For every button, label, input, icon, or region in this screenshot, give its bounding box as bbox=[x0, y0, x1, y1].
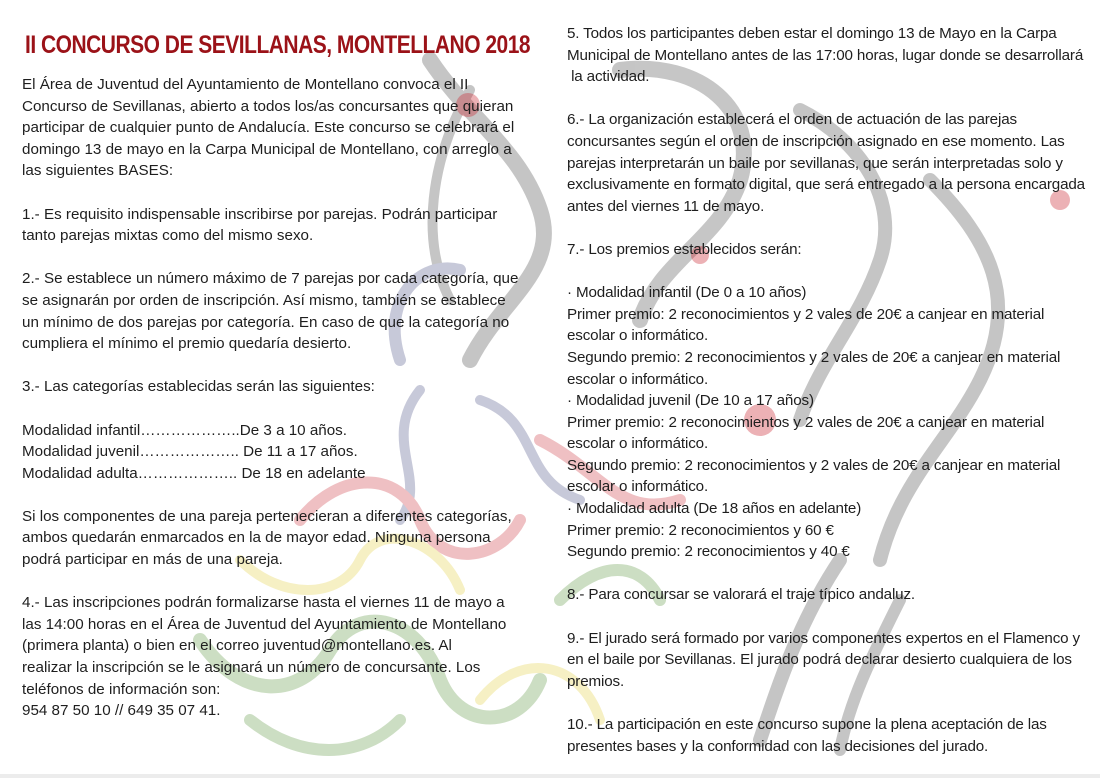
prize-line: escolar o informático. bbox=[567, 478, 709, 496]
prize-line: Primer premio: 2 reconocimientos y 2 vales de 20€ a canjear en material bbox=[567, 305, 1045, 323]
rule-1 bbox=[22, 204, 542, 247]
text-line: se asignarán por orden de inscripción. Así mismo, también se establece bbox=[22, 291, 506, 309]
text-line: en el baile por Sevillanas. El jurado podrá declarar desierto cualquiera de los bbox=[567, 651, 1072, 669]
text-line: las siguientes BASES: bbox=[22, 162, 174, 180]
text-line: tanto parejas mixtas como del mismo sexo. bbox=[22, 227, 314, 245]
text-line: 1.- Es requisito indispensable inscribirse por parejas. Podrán participar bbox=[22, 205, 498, 223]
rule-5 bbox=[567, 23, 1097, 88]
text-line: 10.- La participación en este concurso supone la plena aceptación de las bbox=[567, 716, 1047, 733]
text-line: antes del viernes 11 de mayo. bbox=[567, 197, 765, 215]
text-line: Municipal de Montellano antes de las 17:00 horas, lugar donde se desarrollará bbox=[567, 46, 1084, 64]
phone-numbers: 954 87 50 10 // 649 35 07 41. bbox=[22, 702, 221, 720]
text-line: teléfonos de información son: bbox=[22, 680, 221, 698]
rule-3 bbox=[22, 376, 542, 398]
page-title: II CONCURSO DE SEVILLANAS, MONTELLANO 2018 bbox=[25, 31, 531, 59]
left-column bbox=[22, 30, 542, 722]
text-line: 2.- Se establece un número máximo de 7 parejas por cada categoría, que bbox=[22, 270, 519, 288]
rule-6 bbox=[567, 109, 1097, 217]
text-line: cumpliera el mínimo el premio quedaría desierto. bbox=[22, 335, 352, 353]
categories-list bbox=[22, 420, 542, 485]
text-line: la actividad. bbox=[567, 68, 650, 86]
intro-paragraph bbox=[22, 74, 542, 182]
text-line: (primera planta) o bien en el correo juventud@montellano.es. Al bbox=[22, 637, 452, 655]
text-line: las 14:00 horas en el Área de Juventud del Ayuntamiento de Montellano bbox=[22, 615, 507, 633]
prize-line: Primer premio: 2 reconocimientos y 60 € bbox=[567, 521, 834, 539]
prize-line: escolar o informático. bbox=[567, 435, 709, 453]
text-line: 5. Todos los participantes deben estar el domingo 13 de Mayo en la Carpa bbox=[567, 25, 1057, 42]
prize-category: · Modalidad infantil (De 0 a 10 años) bbox=[567, 284, 807, 302]
prize-category: · Modalidad adulta (De 18 años en adelante) bbox=[567, 500, 862, 518]
right-column bbox=[567, 23, 1097, 757]
prize-line: Segundo premio: 2 reconocimientos y 2 vales de 20€ a canjear en material bbox=[567, 456, 1061, 474]
text-line: parejas interpretarán un baile por sevillanas, que serán interpretadas solo y bbox=[567, 154, 1063, 172]
text-line: concursantes según el orden de inscripción asignado en ese momento. Las bbox=[567, 132, 1065, 150]
rule-9 bbox=[567, 628, 1097, 693]
text-line: participar de cualquier punto de Andalucía. Este concurso se celebrará el bbox=[22, 119, 515, 137]
text-line: El Área de Juventud del Ayuntamiento de Montellano convoca el II bbox=[22, 76, 469, 93]
text-line: 9.- El jurado será formado por varios componentes expertos en el Flamenco y bbox=[567, 629, 1080, 647]
prize-line: Segundo premio: 2 reconocimientos y 2 vales de 20€ a canjear en material bbox=[567, 348, 1061, 366]
prize-line: escolar o informático. bbox=[567, 370, 709, 388]
category-item: Modalidad adulta……………….. De 18 en adelante bbox=[22, 464, 366, 482]
text-line: presentes bases y la conformidad con las decisiones del jurado. bbox=[567, 737, 989, 755]
rule-2 bbox=[22, 268, 542, 354]
text-line: premios. bbox=[567, 672, 625, 690]
prizes-list bbox=[567, 282, 1097, 563]
text-line: 7.- Los premios establecidos serán: bbox=[567, 240, 802, 258]
category-item: Modalidad juvenil……………….. De 11 a 17 años. bbox=[22, 443, 358, 461]
text-line: 3.- Las categorías establecidas serán las siguientes: bbox=[22, 378, 375, 396]
text-line: 8.- Para concursar se valorará el traje típico andaluz. bbox=[567, 586, 915, 604]
rule-7 bbox=[567, 239, 1097, 261]
text-line: exclusivamente en formato digital, que será entregado a la persona encargada bbox=[567, 176, 1085, 194]
prize-line: escolar o informático. bbox=[567, 327, 709, 345]
prize-line: Primer premio: 2 reconocimientos y 2 vales de 20€ a canjear en material bbox=[567, 413, 1045, 431]
text-line: domingo 13 de mayo en la Carpa Municipal de Montellano, con arreglo a bbox=[22, 140, 512, 158]
text-line: realizar la inscripción se le asignará un número de concursante. Los bbox=[22, 659, 481, 677]
category-note bbox=[22, 506, 542, 571]
text-line: Si los componentes de una pareja pertenecieran a diferentes categorías, bbox=[22, 507, 512, 525]
prize-category: · Modalidad juvenil (De 10 a 17 años) bbox=[567, 392, 814, 410]
text-line: un mínimo de dos parejas por categoría. En caso de que la categoría no bbox=[22, 313, 510, 331]
text-line: Concurso de Sevillanas, abierto a todos los/as concursantes que quieran bbox=[22, 97, 514, 115]
rule-10 bbox=[567, 714, 1097, 757]
text-line: ambos quedarán enmarcados en la de mayor edad. Ninguna persona bbox=[22, 529, 491, 547]
rule-8 bbox=[567, 584, 1097, 606]
rule-4 bbox=[22, 592, 542, 722]
text-line: 6.- La organización establecerá el orden de actuación de las parejas bbox=[567, 111, 1017, 129]
text-line: podrá participar en más de una pareja. bbox=[22, 551, 283, 569]
category-item: Modalidad infantil………………..De 3 a 10 años. bbox=[22, 421, 347, 439]
text-line: 4.- Las inscripciones podrán formalizarse hasta el viernes 11 de mayo a bbox=[22, 594, 505, 612]
prize-line: Segundo premio: 2 reconocimientos y 40 € bbox=[567, 543, 850, 561]
page-bottom-edge bbox=[0, 774, 1100, 778]
